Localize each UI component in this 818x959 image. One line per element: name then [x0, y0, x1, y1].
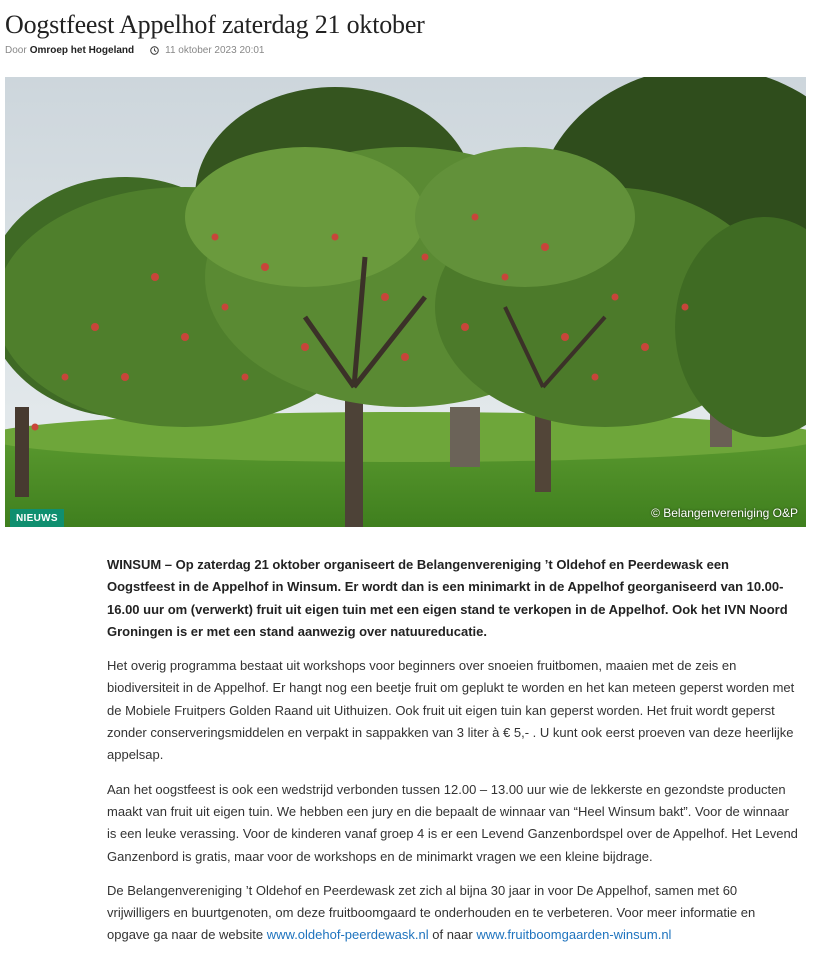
- category-badge[interactable]: NIEUWS: [10, 509, 64, 527]
- fruitboomgaarden-link[interactable]: www.fruitboomgaarden-winsum.nl: [476, 927, 672, 943]
- oldehof-link[interactable]: www.oldehof-peerdewask.nl: [266, 927, 429, 943]
- photo-credit: © Belangenvereniging O&P: [651, 506, 798, 520]
- hero-image: [5, 77, 806, 527]
- paragraph-text: De Belangenvereniging ’t Oldehof en Peerdewask zet zich al bijna 30 jaar in voor De Appelhof, samen met 60 vrijwilligers en buurtgenoten, om deze fruitboomgaard te onderhouden en te verbeteren. Voor meer informatie en opgave ga naar de website: [107, 882, 756, 943]
- article-lead: WINSUM – Op zaterdag 21 oktober organiseert de Belangenvereniging ’t Oldehof en Peerdewask een Oogstfeest in de Appelhof in Winsum. Er wordt dan is een minimarkt in de Appelhof georganiseerd van 10.00-16.00 uur om (verwerkt) fruit uit eigen tuin met een eigen stand te verkopen in de Appelhof. Ook het IVN Noord Groningen is er met een stand aanwezig over natuureducatie.: [107, 557, 788, 639]
- article-paragraph: Aan het oogstfeest is ook een wedstrijd verbonden tussen 12.00 – 13.00 uur wie de lekkerste en gezondste producten maakt van fruit uit eigen tuin. We hebben een jury en die bepaalt de winnaar van “Heel Winsum bakt”. Voor de winnaar is een leuke verassing. Voor de kinderen vanaf groep 4 is er een Levend Ganzenbordspel over de Appelhof. Het Levend Ganzenbord is gratis, maar voor de workshops en de minimarkt vragen we een kleine bijdrage.: [107, 781, 798, 864]
- article-body: [107, 554, 799, 959]
- article-paragraph-links: [107, 880, 799, 947]
- article-title: Oogstfeest Appelhof zaterdag 21 oktober: [5, 10, 425, 39]
- publish-date: 11 oktober 2023 20:01: [165, 45, 265, 56]
- author-link[interactable]: Omroep het Hogeland: [29, 45, 135, 56]
- article-meta: [5, 45, 264, 56]
- link-joiner: of naar: [432, 927, 473, 943]
- article-paragraph: Het overig programma bestaat uit workshops voor beginners over snoeien fruitbomen, maaien met de zeis en biodiversiteit in de Appelhof. Er hangt nog een beetje fruit om geplukt te worden en het kan meteen geperst worden met de Mobiele Fruitpers Golden Raand uit Uithuizen. Ook fruit uit eigen tuin kan geperst worden. Het fruit wordt geperst zonder conserveringsmiddelen en verpakt in sappakken van 3 liter à € 5,- . U kunt ook eerst proeven van deze heerlijke appelsap.: [107, 658, 795, 763]
- orchard-photo: [5, 77, 806, 527]
- by-prefix: Door: [5, 45, 27, 56]
- clock-icon: [150, 46, 159, 55]
